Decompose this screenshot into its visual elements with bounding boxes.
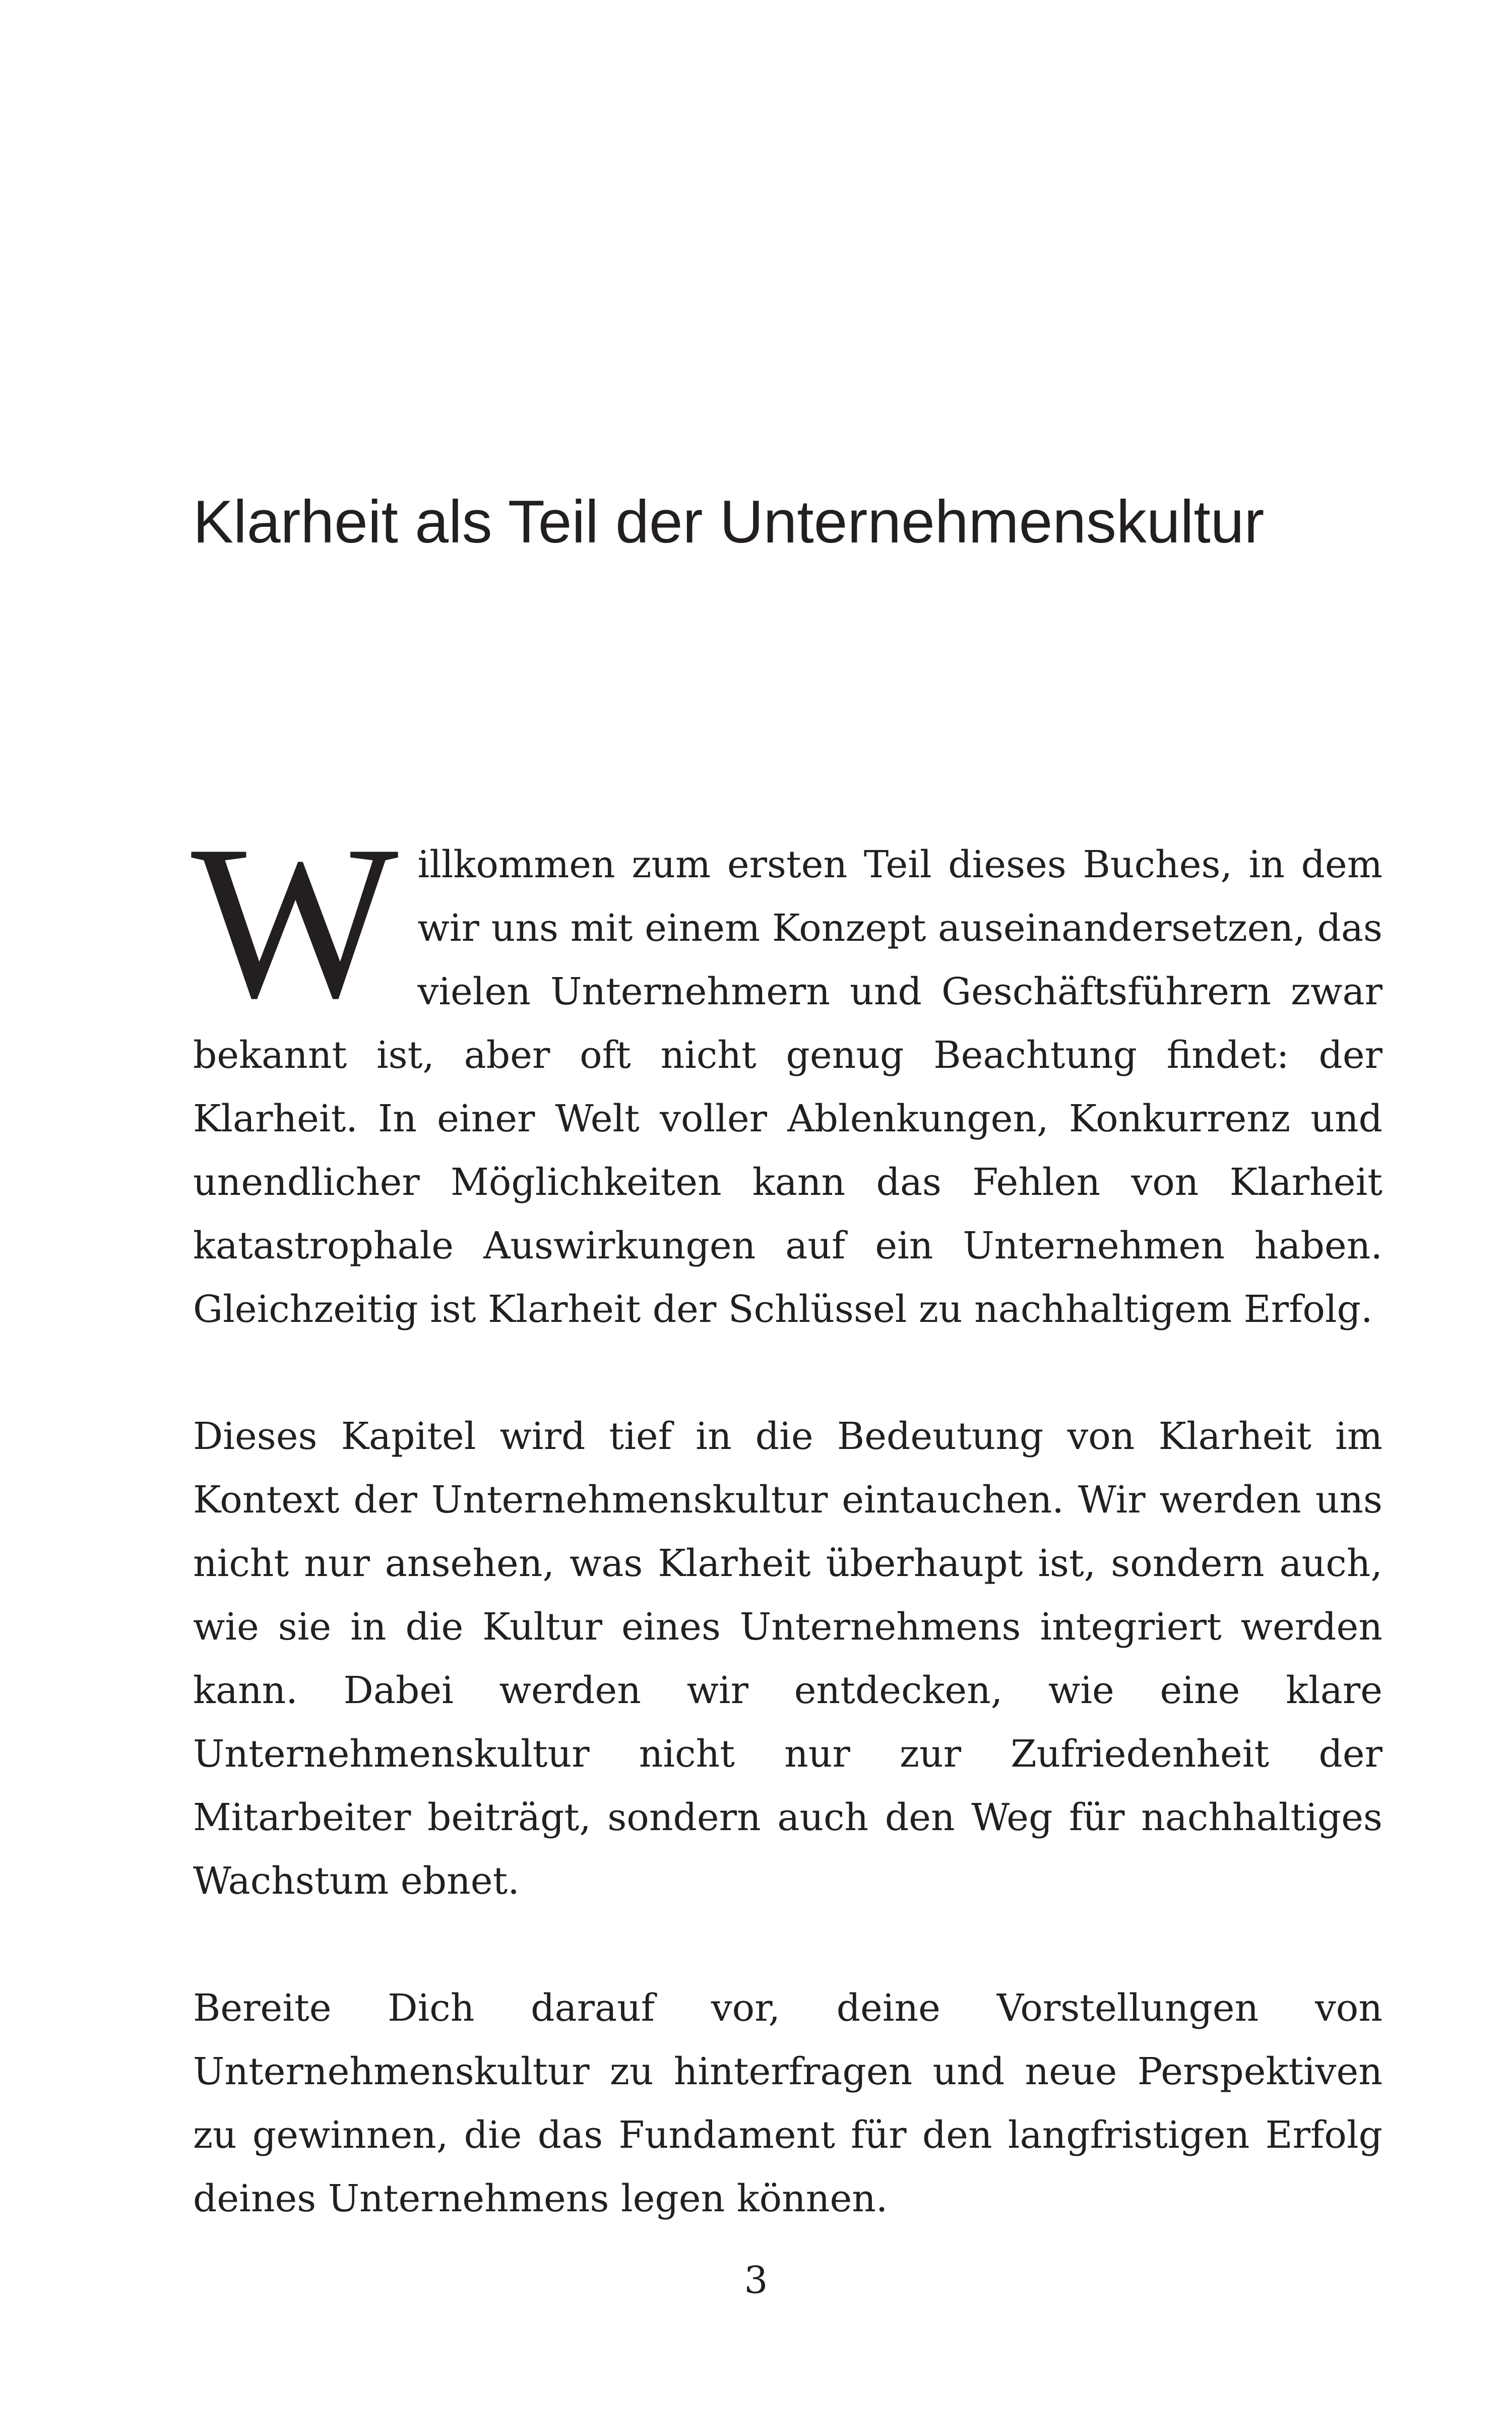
chapter-title: Klarheit als Teil der Unternehmenskultur [193,488,1265,556]
paragraph-call-to-action: Bereite Dich darauf vor, deine Vorstellungen von Unternehmenskultur zu hinterfragen und neue Perspektiven zu gewinnen, die das Fundament für den langfristigen Erfolg deines Unternehmens legen können. [193,1986,1382,2220]
drop-cap: W [191,800,399,1044]
paragraph-text: illkommen zum ersten Teil dieses Buches, in dem wir uns mit einem Konzept auseinandersetzen, das vielen Unternehmern und Geschäftsführern zwar bekannt ist, aber oft nicht genug Beachtung findet: der Klarheit. In einer Welt voller Ablenkungen, Konkurrenz und unendlicher Möglichkeiten kann das Fehlen von Klarheit katastrophale Auswirkungen auf ein Unternehmen haben. Gleichzeitig ist Klarheit der Schlüssel zu nachhaltigem Erfolg. [193,843,1382,1331]
page-number: 3 [744,2259,768,2302]
paragraph-chapter-overview: Dieses Kapitel wird tief in die Bedeutung von Klarheit im Kontext der Unternehmenskultur eintauchen. Wir werden uns nicht nur ansehen, was Klarheit überhaupt ist, sondern auch, wie sie in die Kultur eines Unternehmens integriert werden kann. Dabei werden wir entdecken, wie eine klare Unternehmenskultur nicht nur zur Zufriedenheit der Mitarbeiter beiträgt, sondern auch den Weg für nachhaltiges Wachstum ebnet. [193,1415,1382,1903]
paragraph-intro [191,800,1382,1341]
body-text [191,800,1382,2294]
